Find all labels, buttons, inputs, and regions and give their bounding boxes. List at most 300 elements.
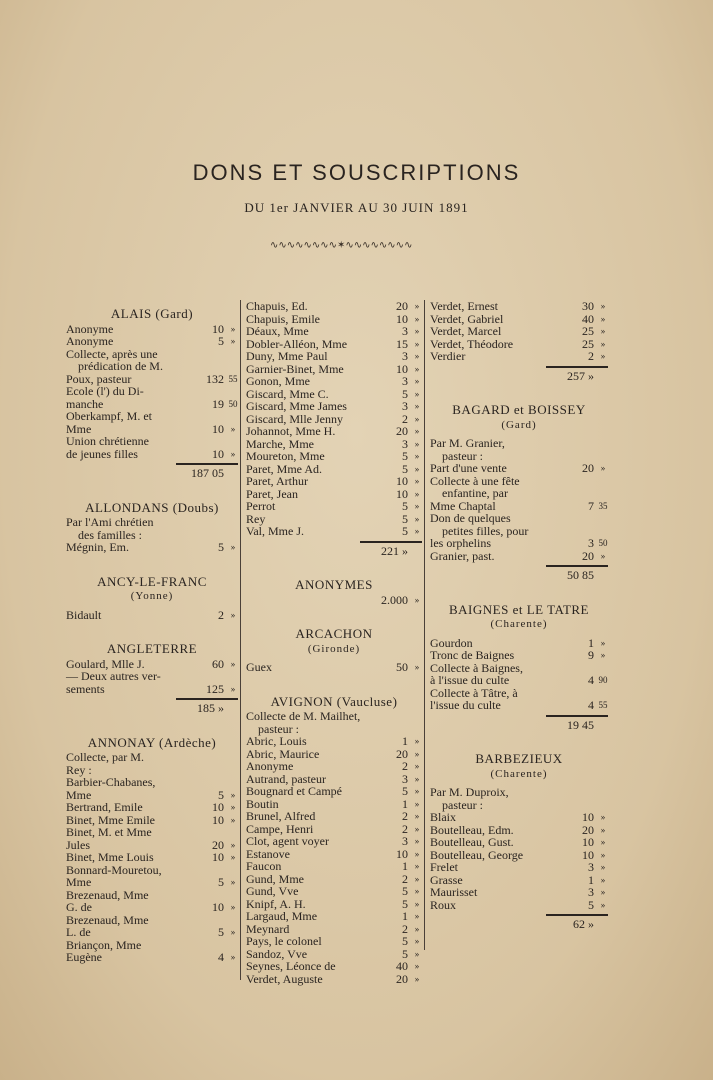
amount-cents: »: [600, 650, 606, 660]
donation-entry: [246, 350, 422, 363]
donation-entry: [430, 325, 608, 338]
section: [246, 693, 422, 1000]
amount-francs: 3: [402, 374, 408, 388]
donor-name: Clot, agent voyer: [246, 834, 329, 848]
amount-francs: [184, 826, 228, 839]
donor-name: Abric, Louis: [246, 734, 307, 748]
amount-cents: »: [600, 313, 606, 324]
amount-cents: »: [414, 786, 420, 796]
total-rule: [546, 914, 608, 916]
total-rule: [546, 366, 608, 368]
amount-francs: 5: [588, 897, 594, 912]
amount-francs: 3: [588, 885, 594, 899]
amount-francs: 25: [582, 336, 594, 351]
amount-francs: 1: [588, 872, 594, 887]
donation-entry: [246, 910, 422, 923]
amount-francs: 5: [218, 925, 224, 939]
amount-francs: 1: [402, 734, 408, 748]
amount-francs: 10: [212, 800, 224, 814]
donation-entry: [430, 437, 608, 450]
amount-cents: »: [600, 326, 606, 336]
donor-name: Largaud, Mme: [246, 909, 318, 923]
amount-cents: »: [414, 426, 420, 436]
amount-francs: 25: [582, 324, 594, 338]
amount-cents: [598, 475, 608, 488]
donation-entry: [246, 860, 422, 873]
section: [246, 628, 422, 688]
amount-cents: »: [414, 301, 420, 311]
donor-name: Gonon, Mme: [246, 374, 310, 388]
donor-name: Binet, Mme Emile: [66, 812, 155, 827]
section: [246, 579, 422, 620]
amount-cents: »: [414, 326, 420, 336]
donor-name: Brunel, Alfred: [246, 809, 316, 823]
amount-francs: 2: [402, 759, 408, 773]
donation-entry: [66, 541, 238, 554]
amount-cents: »: [414, 488, 420, 499]
amount-francs: 125: [206, 681, 224, 696]
amount-cents: »: [414, 811, 420, 821]
donation-entry: [246, 960, 422, 973]
donor-name: Gund, Mme: [246, 871, 304, 886]
amount-francs: [184, 435, 228, 448]
donation-entry: [430, 649, 608, 662]
donation-entry: [430, 811, 608, 824]
amount-francs: [184, 348, 228, 361]
amount-cents: »: [230, 323, 236, 334]
donor-name: Binet, Mme Louis: [66, 850, 154, 864]
donation-entry: [430, 674, 608, 687]
donor-name: Johannot, Mme H.: [246, 424, 336, 438]
spacer: [66, 554, 238, 568]
amount-francs: 5: [402, 946, 408, 961]
donation-entry: [66, 435, 238, 448]
donor-name: Giscard, Mme C.: [246, 386, 329, 401]
donor-name: Dobler-Alléon, Mme: [246, 336, 348, 351]
donation-entry: [246, 661, 422, 674]
donor-name: sements: [66, 681, 105, 696]
donation-entry: [246, 450, 422, 463]
amount-francs: 2: [402, 871, 408, 886]
amount-francs: 3: [402, 349, 408, 363]
amount-francs: 3: [402, 436, 408, 451]
donation-entry: [66, 751, 238, 764]
donor-name: Par l'Ami chrétien: [66, 515, 154, 529]
section: [430, 300, 608, 396]
amount-cents: »: [230, 902, 236, 912]
donor-name: Bidault: [66, 607, 102, 622]
donor-name: Tronc de Baignes: [430, 648, 515, 662]
amount-francs: 5: [402, 934, 408, 948]
amount-cents: [228, 776, 238, 789]
amount-cents: »: [414, 594, 420, 605]
donation-entry: [66, 901, 238, 914]
donor-name: pasteur :: [442, 448, 483, 463]
amount-francs: [184, 764, 228, 777]
donor-name: Part d'une vente: [430, 461, 507, 475]
section-heading: ANONYMES: [295, 577, 373, 592]
amount-cents: »: [230, 814, 236, 825]
donation-entry: [246, 810, 422, 823]
section-total: 221 »: [381, 543, 408, 558]
amount-cents: »: [414, 451, 420, 461]
donor-name: Maurisset: [430, 885, 478, 899]
donation-entry: [66, 683, 238, 696]
amount-cents: [228, 889, 238, 902]
donor-name: des familles :: [78, 527, 142, 542]
amount-cents: »: [414, 376, 420, 386]
amount-cents: »: [414, 351, 420, 361]
amount-cents: »: [414, 923, 420, 934]
donor-name: Knipf, A. H.: [246, 896, 306, 911]
donor-name: Collecte à Tâtre, à: [430, 685, 518, 700]
donation-entry: [66, 864, 238, 877]
section-heading: ALAIS (Gard): [110, 306, 194, 321]
amount-francs: 20: [396, 424, 408, 438]
donor-name: Rey: [246, 511, 266, 526]
amount-francs: 3: [402, 399, 408, 413]
amount-cents: [228, 348, 238, 361]
donor-name: Bougnard et Campé: [246, 784, 342, 798]
amount-francs: 2: [402, 921, 408, 936]
amount-cents: [228, 764, 238, 777]
amount-cents: »: [600, 351, 606, 361]
donor-name: Verdet, Marcel: [430, 324, 502, 338]
amount-cents: »: [230, 789, 236, 800]
donor-name: Anonyme: [246, 759, 294, 773]
amount-cents: [228, 826, 238, 839]
section-total: 185 »: [197, 701, 224, 715]
amount-cents: »: [414, 861, 420, 871]
donor-name: Collecte, par M.: [66, 750, 144, 764]
ornament-divider: ∿∿∿∿∿∿∿∿✶∿∿∿∿∿∿∿∿: [270, 240, 413, 251]
amount-cents: »: [600, 862, 606, 872]
amount-francs: 10: [212, 321, 224, 336]
column-2: [246, 300, 422, 999]
amount-francs: [184, 670, 228, 683]
donor-name: Grasse: [430, 872, 463, 887]
amount-francs: 40: [582, 311, 594, 326]
amount-cents: 55: [598, 700, 608, 710]
donor-name: Oberkampf, M. et: [66, 409, 152, 423]
amount-cents: »: [414, 388, 420, 399]
donor-name: pasteur :: [442, 797, 483, 812]
donor-name: Granier, past.: [430, 548, 495, 563]
donor-name: [246, 594, 368, 607]
column-divider: [240, 300, 241, 980]
amount-francs: [554, 437, 598, 450]
donor-name: Goulard, Mlle J.: [66, 656, 145, 671]
amount-francs: 5: [402, 386, 408, 401]
donor-name: Guex: [246, 660, 272, 674]
spacer: [430, 382, 608, 396]
amount-francs: [184, 516, 228, 529]
section: [66, 734, 238, 978]
amount-cents: [598, 662, 608, 675]
amount-cents: »: [414, 961, 420, 971]
donor-name: de jeunes filles: [66, 446, 138, 461]
amount-francs: 10: [212, 812, 224, 827]
donor-name: Verdet, Auguste: [246, 971, 323, 986]
donation-entry: [66, 670, 238, 683]
donor-name: manche: [66, 396, 104, 411]
spacer: [246, 557, 422, 571]
amount-cents: »: [414, 798, 420, 809]
amount-francs: 20: [212, 837, 224, 852]
donor-name: Boutin: [246, 796, 279, 811]
donation-entry: [430, 899, 608, 912]
amount-francs: 30: [582, 299, 594, 313]
amount-francs: 10: [396, 311, 408, 326]
amount-cents: »: [414, 526, 420, 536]
section-heading: ARCACHON: [295, 626, 373, 641]
donation-entry: [430, 462, 608, 475]
total-rule: [360, 541, 422, 543]
section-total: 62 »: [573, 917, 594, 931]
amount-francs: 4: [588, 673, 594, 687]
donor-name: Barbier-Chabanes,: [66, 775, 156, 789]
donor-name: l'issue du culte: [430, 698, 501, 712]
donor-name: Abric, Maurice: [246, 746, 320, 761]
donor-name: — Deux autres ver-: [66, 669, 161, 683]
amount-francs: 5: [218, 787, 224, 802]
amount-cents: [228, 529, 238, 542]
amount-francs: 2.000: [381, 592, 408, 607]
donor-name: Don de quelques: [430, 511, 511, 525]
amount-cents: »: [414, 501, 420, 511]
donation-entry: [430, 350, 608, 363]
donation-entry: [246, 935, 422, 948]
donor-name: Chapuis, Emile: [246, 311, 320, 326]
amount-cents: »: [414, 662, 420, 672]
amount-francs: 20: [582, 548, 594, 563]
amount-cents: »: [414, 463, 420, 474]
amount-cents: »: [230, 802, 236, 812]
amount-francs: [554, 786, 598, 799]
donor-name: Mme Chaptal: [430, 498, 496, 513]
donor-name: Collecte à Baignes,: [430, 660, 523, 675]
amount-cents: »: [230, 927, 236, 937]
amount-cents: »: [230, 423, 236, 434]
donor-name: Anonyme: [66, 334, 114, 348]
amount-cents: »: [600, 899, 606, 910]
amount-francs: 5: [402, 449, 408, 463]
section-total: 50 85: [567, 568, 594, 582]
donation-entry: [66, 448, 238, 461]
amount-cents: »: [414, 823, 420, 834]
amount-cents: »: [414, 973, 420, 984]
amount-cents: [598, 512, 608, 525]
donation-entry: [430, 537, 608, 550]
donation-entry: [246, 525, 422, 538]
amount-francs: 3: [402, 771, 408, 786]
donation-entry: [246, 973, 422, 986]
amount-cents: »: [230, 658, 236, 669]
amount-francs: 2: [402, 809, 408, 823]
amount-francs: 9: [588, 648, 594, 662]
amount-cents: »: [600, 550, 606, 561]
amount-cents: [598, 786, 608, 799]
donation-entry: [430, 886, 608, 899]
amount-cents: »: [600, 824, 606, 835]
donation-entry: [66, 335, 238, 348]
amount-francs: 20: [396, 971, 408, 986]
amount-cents: [598, 487, 608, 500]
amount-cents: [598, 525, 608, 538]
amount-cents: [598, 450, 608, 463]
donation-entry: [430, 699, 608, 712]
donor-name: G. de: [66, 900, 92, 914]
amount-francs: 60: [212, 656, 224, 671]
amount-cents: »: [414, 438, 420, 449]
amount-cents: »: [414, 413, 420, 424]
section-subheading: (Yonne): [130, 590, 174, 602]
amount-cents: 90: [598, 675, 608, 685]
amount-cents: »: [414, 401, 420, 411]
amount-francs: [368, 710, 412, 723]
amount-cents: 50: [228, 398, 238, 409]
donor-name: Mégnin, Em.: [66, 540, 129, 554]
donor-name: Giscard, Mme James: [246, 399, 347, 413]
donor-name: Moureton, Mme: [246, 449, 325, 463]
amount-cents: »: [414, 848, 420, 859]
donor-name: Verdier: [430, 349, 466, 363]
amount-francs: 5: [402, 499, 408, 513]
spacer: [430, 731, 608, 745]
donation-entry: [246, 375, 422, 388]
amount-cents: »: [414, 936, 420, 946]
donor-name: Briançon, Mme: [66, 937, 142, 952]
amount-cents: 55: [228, 373, 238, 384]
donor-name: Frelet: [430, 860, 458, 874]
donor-name: Mme: [66, 875, 92, 889]
amount-cents: »: [600, 874, 606, 885]
donor-name: Collecte de M. Mailhet,: [246, 709, 361, 723]
donation-entry: [66, 360, 238, 373]
donation-entry: [430, 487, 608, 500]
amount-cents: [412, 710, 422, 723]
amount-francs: 2: [402, 821, 408, 836]
amount-cents: [228, 410, 238, 423]
amount-cents: »: [414, 761, 420, 771]
amount-cents: »: [230, 336, 236, 346]
donor-name: Chapuis, Ed.: [246, 299, 308, 313]
amount-francs: 1: [588, 635, 594, 650]
amount-cents: »: [600, 301, 606, 311]
amount-francs: 10: [396, 486, 408, 501]
donor-name: Boutelleau, Edm.: [430, 822, 514, 837]
donation-entry: [246, 835, 422, 848]
donor-name: Union chrétienne: [66, 434, 149, 448]
donation-entry: [246, 785, 422, 798]
amount-francs: 5: [402, 784, 408, 798]
donation-entry: [246, 475, 422, 488]
donation-entry: [66, 776, 238, 789]
section-total: 19 45: [567, 717, 594, 732]
amount-francs: 3: [402, 834, 408, 848]
amount-francs: [184, 410, 228, 423]
donor-name: Marche, Mme: [246, 436, 314, 451]
donor-name: Meynard: [246, 921, 290, 936]
donation-entry: [246, 325, 422, 338]
donation-entry: [66, 876, 238, 889]
donation-entry: [430, 786, 608, 799]
donor-name: Collecte, après une: [66, 346, 158, 361]
donor-name: Val, Mme J.: [246, 524, 304, 538]
donor-name: Binet, M. et Mme: [66, 825, 152, 839]
section-total: 187 05: [191, 466, 224, 480]
amount-francs: 20: [582, 461, 594, 475]
amount-francs: [554, 487, 598, 500]
donor-name: à l'issue du culte: [430, 673, 510, 687]
donation-entry: [246, 735, 422, 748]
donor-name: Verdet, Théodore: [430, 336, 514, 351]
amount-cents: »: [414, 313, 420, 324]
donor-name: Anonyme: [66, 321, 114, 336]
donor-name: Paret, Arthur: [246, 474, 308, 488]
spacer: [430, 582, 608, 596]
date-range: DU 1er JANVIER AU 30 JUIN 1891: [244, 200, 469, 215]
donation-entry: [246, 760, 422, 773]
amount-cents: »: [414, 898, 420, 909]
amount-cents: »: [230, 448, 236, 459]
amount-cents: 50: [598, 538, 608, 548]
section: [430, 753, 608, 945]
amount-cents: »: [600, 837, 606, 847]
donor-name: Par M. Duproix,: [430, 785, 509, 799]
amount-francs: 10: [212, 421, 224, 436]
amount-francs: 5: [218, 334, 224, 348]
amount-francs: 10: [396, 361, 408, 376]
spacer: [246, 606, 422, 620]
amount-cents: »: [414, 476, 420, 486]
donation-entry: [66, 385, 238, 398]
amount-francs: 3: [402, 324, 408, 338]
amount-francs: 50: [396, 660, 408, 674]
amount-francs: 132: [206, 371, 224, 386]
amount-francs: [184, 776, 228, 789]
donation-entry: [246, 594, 422, 607]
amount-cents: »: [414, 736, 420, 746]
amount-francs: 3: [588, 860, 594, 874]
amount-francs: [184, 360, 228, 373]
donor-name: Jules: [66, 837, 90, 852]
total-rule: [546, 565, 608, 567]
spacer: [66, 964, 238, 978]
amount-francs: 10: [396, 846, 408, 861]
donation-entry: [66, 951, 238, 964]
donor-name: Gund, Vve: [246, 884, 299, 898]
amount-cents: 35: [598, 500, 608, 511]
amount-francs: [184, 385, 228, 398]
section: [66, 643, 238, 729]
donor-name: Mme: [66, 421, 92, 436]
section-total: 257 »: [567, 368, 594, 383]
amount-francs: 7: [588, 498, 594, 513]
donation-entry: [246, 425, 422, 438]
amount-francs: 10: [212, 900, 224, 914]
amount-francs: 10: [582, 847, 594, 862]
donation-entry: [66, 609, 238, 622]
donation-entry: [66, 851, 238, 864]
amount-francs: 1: [402, 796, 408, 811]
donation-entry: [246, 885, 422, 898]
donation-entry: [246, 300, 422, 313]
amount-francs: 1: [402, 909, 408, 923]
amount-cents: [412, 723, 422, 736]
amount-cents: [598, 799, 608, 812]
amount-cents: [228, 914, 238, 927]
